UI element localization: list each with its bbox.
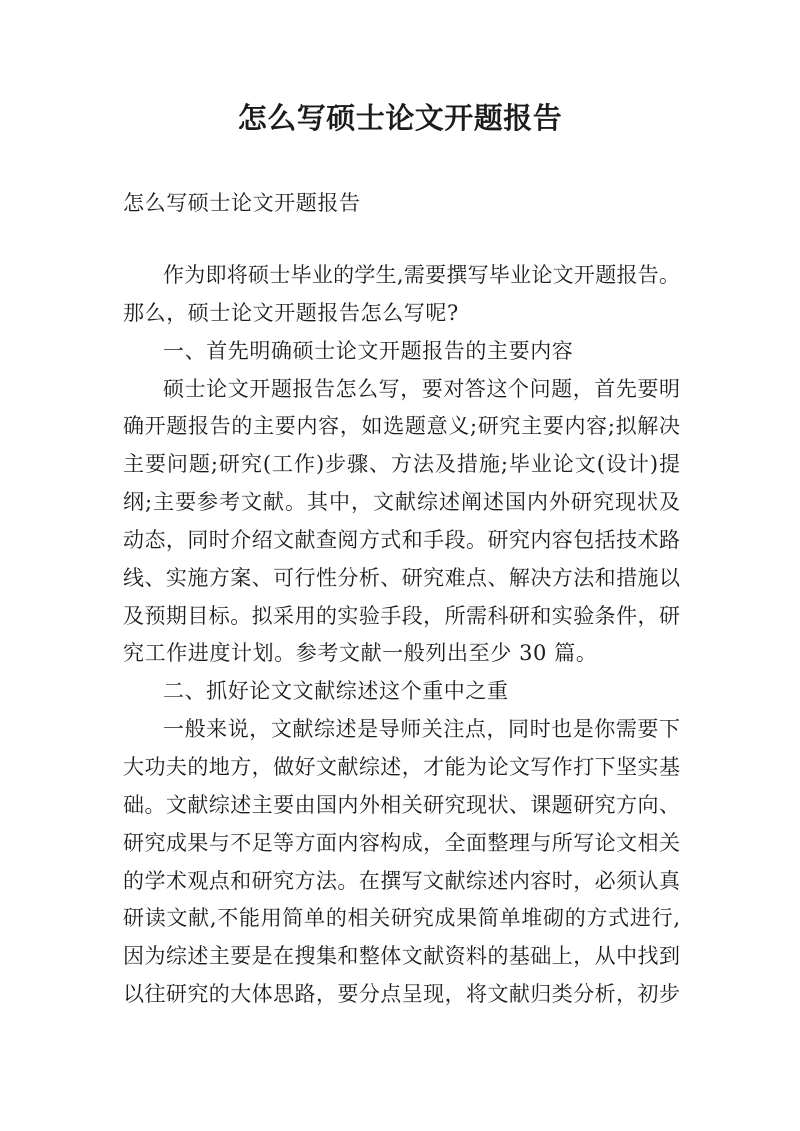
document-title: 怎么写硕士论文开题报告	[237, 101, 563, 135]
section2-paragraph-line: 大功夫的地方，做好文献综述，才能为论文写作打下坚实基	[123, 754, 680, 779]
section2-paragraph-line: 研究成果与不足等方面内容构成，全面整理与所写论文相关	[123, 830, 680, 855]
section2-paragraph-line: 础。文献综述主要由国内外相关研究现状、课题研究方向、	[123, 792, 680, 817]
intro-line: 作为即将硕士毕业的学生,需要撰写毕业论文开题报告。	[163, 263, 680, 287]
document-subtitle: 怎么写硕士论文开题报告	[123, 191, 361, 215]
section1-paragraph-line: 动态，同时介绍文献查阅方式和手段。研究内容包括技术路	[123, 527, 680, 552]
section1-paragraph-line: 主要问题;研究(工作)步骤、方法及措施;毕业论文(设计)提	[123, 452, 680, 477]
section1-paragraph-line: 纲;主要参考文献。其中，文献综述阐述国内外研究现状及	[123, 490, 680, 515]
section1-heading: 一、首先明确硕士论文开题报告的主要内容	[163, 338, 574, 363]
section2-paragraph-line: 研读文献,不能用简单的相关研究成果简单堆砌的方式进行,	[123, 906, 680, 931]
section1-paragraph-line: 确开题报告的主要内容，如选题意义;研究主要内容;拟解决	[123, 414, 680, 439]
section1-paragraph-line: 究工作进度计划。参考文献一般列出至少 30 篇。	[123, 641, 598, 666]
document-body	[123, 257, 680, 1014]
intro-line: 那么，硕士论文开题报告怎么写呢?	[123, 300, 459, 325]
section2-heading: 二、抓好论文文献综述这个重中之重	[163, 679, 509, 704]
section2-paragraph-line: 因为综述主要是在搜集和整体文献资料的基础上，从中找到	[123, 944, 680, 969]
section2-paragraph-line: 以往研究的大体思路，要分点呈现，将文献归类分析，初步	[123, 982, 680, 1007]
section1-paragraph-line: 线、实施方案、可行性分析、研究难点、解决方法和措施以	[123, 565, 680, 590]
section2-paragraph-line: 的学术观点和研究方法。在撰写文献综述内容时，必须认真	[123, 868, 680, 893]
section2-paragraph-line: 一般来说，文献综述是导师关注点，同时也是你需要下	[163, 717, 680, 742]
section1-paragraph-line: 硕士论文开题报告怎么写，要对答这个问题，首先要明	[163, 376, 680, 401]
section1-paragraph-line: 及预期目标。拟采用的实验手段，所需科研和实验条件，研	[123, 603, 680, 628]
